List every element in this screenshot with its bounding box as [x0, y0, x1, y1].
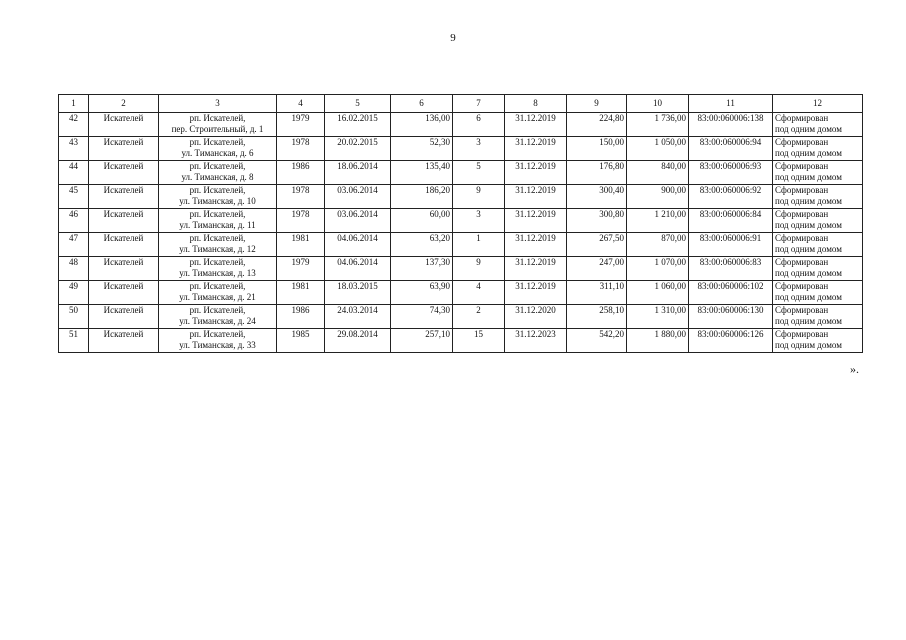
table-body: [59, 113, 863, 353]
address-line-1: рп. Искателей,: [189, 257, 246, 267]
sum-cell: 258,10: [567, 305, 627, 329]
address-line-1: рп. Искателей,: [189, 329, 246, 339]
table-row: [59, 305, 863, 329]
settlement-cell: Искателей: [89, 185, 159, 209]
deadline-cell: 31.12.2019: [505, 161, 567, 185]
status-line-2: под одним домом: [775, 268, 842, 278]
sum-cell: 150,00: [567, 137, 627, 161]
area-cell: 74,30: [391, 305, 453, 329]
sum-cell: 542,20: [567, 329, 627, 353]
column-header-1: 1: [59, 95, 89, 113]
status-cell: [773, 161, 863, 185]
column-header-12: 12: [773, 95, 863, 113]
residents-cell: 5: [453, 161, 505, 185]
column-header-5: 5: [325, 95, 391, 113]
status-line-1: Сформирован: [775, 161, 829, 171]
status-line-1: Сформирован: [775, 113, 829, 123]
table-row: [59, 161, 863, 185]
date-cell: 16.02.2015: [325, 113, 391, 137]
sum-cell: 267,50: [567, 233, 627, 257]
column-header-6: 6: [391, 95, 453, 113]
address-line-2: ул. Тиманская, д. 10: [179, 196, 256, 206]
address-line-1: рп. Искателей,: [189, 209, 246, 219]
date-cell: 18.03.2015: [325, 281, 391, 305]
settlement-cell: Искателей: [89, 209, 159, 233]
status-line-2: под одним домом: [775, 196, 842, 206]
residents-cell: 1: [453, 233, 505, 257]
address-line-2: ул. Тиманская, д. 21: [179, 292, 256, 302]
area-cell: 63,20: [391, 233, 453, 257]
row-number-cell: 51: [59, 329, 89, 353]
status-line-2: под одним домом: [775, 244, 842, 254]
status-line-2: под одним домом: [775, 172, 842, 182]
area-cell: 52,30: [391, 137, 453, 161]
status-line-1: Сформирован: [775, 209, 829, 219]
sum-cell: 311,10: [567, 281, 627, 305]
sum-cell: 247,00: [567, 257, 627, 281]
residents-cell: 15: [453, 329, 505, 353]
deadline-cell: 31.12.2019: [505, 233, 567, 257]
address-line-1: рп. Искателей,: [189, 185, 246, 195]
land-area-cell: 1 210,00: [627, 209, 689, 233]
date-cell: 29.08.2014: [325, 329, 391, 353]
residents-cell: 6: [453, 113, 505, 137]
settlement-cell: Искателей: [89, 281, 159, 305]
date-cell: 03.06.2014: [325, 185, 391, 209]
status-cell: [773, 209, 863, 233]
row-number-cell: 46: [59, 209, 89, 233]
area-cell: 186,20: [391, 185, 453, 209]
table-row: [59, 329, 863, 353]
address-cell: [159, 161, 277, 185]
row-number-cell: 50: [59, 305, 89, 329]
table-row: [59, 113, 863, 137]
address-line-2: ул. Тиманская, д. 33: [179, 340, 256, 350]
address-cell: [159, 137, 277, 161]
cadastral-number-cell: 83:00:060006:138: [689, 113, 773, 137]
address-cell: [159, 209, 277, 233]
deadline-cell: 31.12.2019: [505, 257, 567, 281]
cadastral-number-cell: 83:00:060006:84: [689, 209, 773, 233]
area-cell: 137,30: [391, 257, 453, 281]
area-cell: 136,00: [391, 113, 453, 137]
status-line-1: Сформирован: [775, 257, 829, 267]
registry-table: [58, 94, 863, 353]
status-cell: [773, 113, 863, 137]
deadline-cell: 31.12.2020: [505, 305, 567, 329]
status-line-2: под одним домом: [775, 148, 842, 158]
status-cell: [773, 257, 863, 281]
year-cell: 1979: [277, 257, 325, 281]
address-cell: [159, 305, 277, 329]
settlement-cell: Искателей: [89, 257, 159, 281]
cadastral-number-cell: 83:00:060006:93: [689, 161, 773, 185]
cadastral-number-cell: 83:00:060006:126: [689, 329, 773, 353]
column-header-4: 4: [277, 95, 325, 113]
address-line-2: пер. Строительный, д. 1: [171, 124, 264, 134]
settlement-cell: Искателей: [89, 113, 159, 137]
settlement-cell: Искателей: [89, 305, 159, 329]
year-cell: 1985: [277, 329, 325, 353]
land-area-cell: 1 060,00: [627, 281, 689, 305]
row-number-cell: 49: [59, 281, 89, 305]
row-number-cell: 43: [59, 137, 89, 161]
row-number-cell: 42: [59, 113, 89, 137]
year-cell: 1979: [277, 113, 325, 137]
status-cell: [773, 329, 863, 353]
date-cell: 18.06.2014: [325, 161, 391, 185]
residents-cell: 2: [453, 305, 505, 329]
land-area-cell: 1 070,00: [627, 257, 689, 281]
year-cell: 1981: [277, 281, 325, 305]
residents-cell: 3: [453, 137, 505, 161]
deadline-cell: 31.12.2019: [505, 281, 567, 305]
address-cell: [159, 329, 277, 353]
column-header-3: 3: [159, 95, 277, 113]
year-cell: 1978: [277, 185, 325, 209]
status-line-1: Сформирован: [775, 329, 829, 339]
cadastral-number-cell: 83:00:060006:102: [689, 281, 773, 305]
address-line-1: рп. Искателей,: [189, 113, 246, 123]
deadline-cell: 31.12.2019: [505, 137, 567, 161]
table-row: [59, 185, 863, 209]
cadastral-number-cell: 83:00:060006:92: [689, 185, 773, 209]
address-line-1: рп. Искателей,: [189, 305, 246, 315]
status-cell: [773, 233, 863, 257]
row-number-cell: 45: [59, 185, 89, 209]
year-cell: 1978: [277, 209, 325, 233]
status-line-2: под одним домом: [775, 220, 842, 230]
settlement-cell: Искателей: [89, 233, 159, 257]
address-line-1: рп. Искателей,: [189, 281, 246, 291]
row-number-cell: 47: [59, 233, 89, 257]
status-line-2: под одним домом: [775, 124, 842, 134]
status-line-2: под одним домом: [775, 316, 842, 326]
page-number: 9: [450, 32, 456, 44]
column-header-9: 9: [567, 95, 627, 113]
cadastral-number-cell: 83:00:060006:130: [689, 305, 773, 329]
status-line-2: под одним домом: [775, 292, 842, 302]
status-cell: [773, 137, 863, 161]
status-line-1: Сформирован: [775, 185, 829, 195]
row-number-cell: 48: [59, 257, 89, 281]
address-line-2: ул. Тиманская, д. 12: [179, 244, 256, 254]
address-cell: [159, 185, 277, 209]
column-header-2: 2: [89, 95, 159, 113]
settlement-cell: Искателей: [89, 161, 159, 185]
sum-cell: 300,40: [567, 185, 627, 209]
date-cell: 24.03.2014: [325, 305, 391, 329]
year-cell: 1978: [277, 137, 325, 161]
address-line-2: ул. Тиманская, д. 8: [181, 172, 254, 182]
address-line-1: рп. Искателей,: [189, 233, 246, 243]
status-cell: [773, 281, 863, 305]
table-row: [59, 257, 863, 281]
area-cell: 257,10: [391, 329, 453, 353]
deadline-cell: 31.12.2019: [505, 113, 567, 137]
row-number-cell: 44: [59, 161, 89, 185]
land-area-cell: 840,00: [627, 161, 689, 185]
year-cell: 1986: [277, 305, 325, 329]
status-line-2: под одним домом: [775, 340, 842, 350]
area-cell: 135,40: [391, 161, 453, 185]
date-cell: 20.02.2015: [325, 137, 391, 161]
address-cell: [159, 257, 277, 281]
status-line-1: Сформирован: [775, 281, 829, 291]
column-header-7: 7: [453, 95, 505, 113]
land-area-cell: 1 880,00: [627, 329, 689, 353]
land-area-cell: 900,00: [627, 185, 689, 209]
column-header-10: 10: [627, 95, 689, 113]
area-cell: 60,00: [391, 209, 453, 233]
cadastral-number-cell: 83:00:060006:91: [689, 233, 773, 257]
sum-cell: 224,80: [567, 113, 627, 137]
residents-cell: 9: [453, 185, 505, 209]
year-cell: 1986: [277, 161, 325, 185]
cadastral-number-cell: 83:00:060006:83: [689, 257, 773, 281]
area-cell: 63,90: [391, 281, 453, 305]
table-row: [59, 233, 863, 257]
status-cell: [773, 305, 863, 329]
table-row: [59, 281, 863, 305]
column-header-8: 8: [505, 95, 567, 113]
deadline-cell: 31.12.2019: [505, 209, 567, 233]
year-cell: 1981: [277, 233, 325, 257]
date-cell: 03.06.2014: [325, 209, 391, 233]
land-area-cell: 1 736,00: [627, 113, 689, 137]
sum-cell: 176,80: [567, 161, 627, 185]
residents-cell: 9: [453, 257, 505, 281]
land-area-cell: 1 310,00: [627, 305, 689, 329]
status-line-1: Сформирован: [775, 233, 829, 243]
deadline-cell: 31.12.2023: [505, 329, 567, 353]
address-line-1: рп. Искателей,: [189, 137, 246, 147]
settlement-cell: Искателей: [89, 329, 159, 353]
address-line-1: рп. Искателей,: [189, 161, 246, 171]
table-row: [59, 137, 863, 161]
sum-cell: 300,80: [567, 209, 627, 233]
status-line-1: Сформирован: [775, 137, 829, 147]
table-header-row: [59, 95, 863, 113]
address-line-2: ул. Тиманская, д. 11: [179, 220, 256, 230]
settlement-cell: Искателей: [89, 137, 159, 161]
land-area-cell: 1 050,00: [627, 137, 689, 161]
address-line-2: ул. Тиманская, д. 13: [179, 268, 256, 278]
address-line-2: ул. Тиманская, д. 24: [179, 316, 256, 326]
date-cell: 04.06.2014: [325, 233, 391, 257]
residents-cell: 4: [453, 281, 505, 305]
cadastral-number-cell: 83:00:060006:94: [689, 137, 773, 161]
status-line-1: Сформирован: [775, 305, 829, 315]
table-row: [59, 209, 863, 233]
closing-quote-mark: ».: [850, 362, 859, 376]
residents-cell: 3: [453, 209, 505, 233]
address-cell: [159, 113, 277, 137]
land-area-cell: 870,00: [627, 233, 689, 257]
date-cell: 04.06.2014: [325, 257, 391, 281]
deadline-cell: 31.12.2019: [505, 185, 567, 209]
status-cell: [773, 185, 863, 209]
address-cell: [159, 233, 277, 257]
address-cell: [159, 281, 277, 305]
column-header-11: 11: [689, 95, 773, 113]
address-line-2: ул. Тиманская, д. 6: [181, 148, 254, 158]
